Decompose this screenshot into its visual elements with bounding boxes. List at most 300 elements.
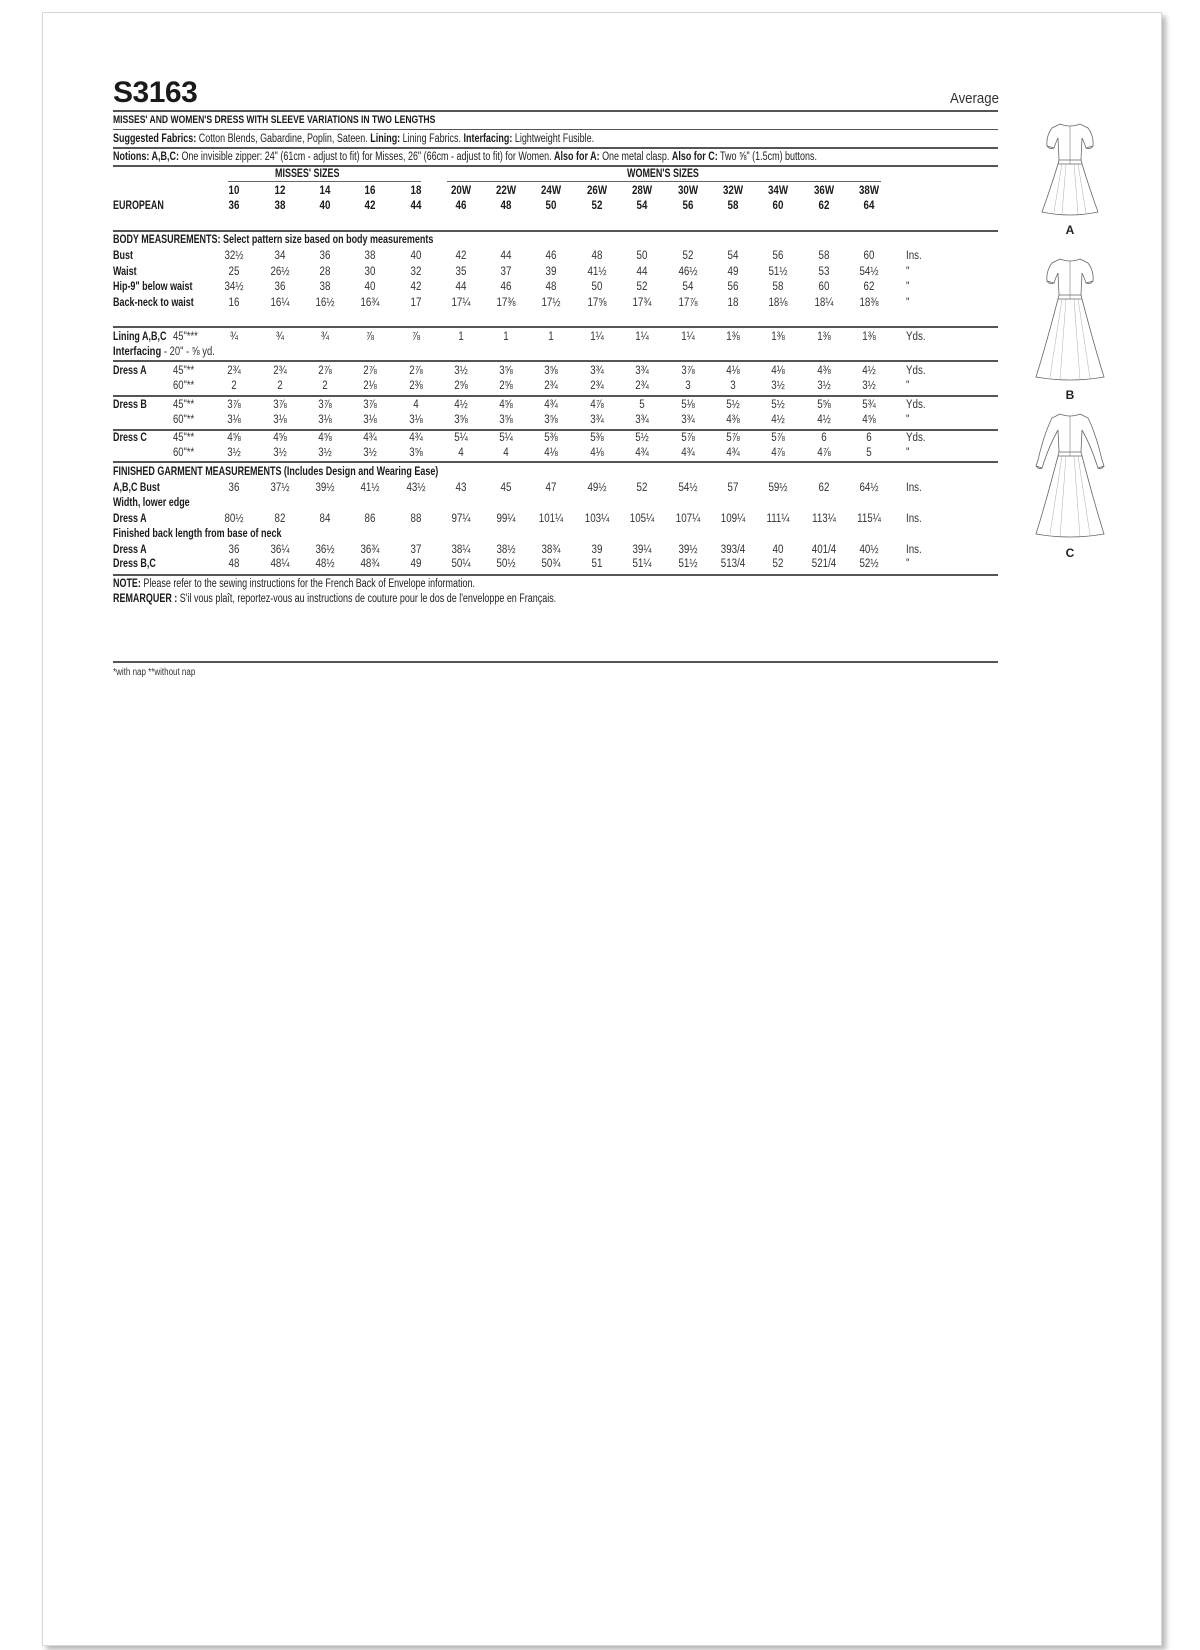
- table-cell: 3¾: [590, 365, 604, 377]
- table-cell: 17⅝: [587, 296, 607, 309]
- divider: [113, 165, 998, 167]
- table-cell: 39: [591, 544, 603, 556]
- table-cell: 3½: [227, 446, 241, 459]
- table-cell: 32½: [224, 250, 244, 262]
- table-cell: ¾: [229, 331, 239, 343]
- table-cell: 38½: [496, 544, 516, 556]
- table-cell: 58: [818, 250, 830, 262]
- table-cell: 4⅝: [227, 432, 241, 444]
- table-cell: 5½: [635, 432, 649, 444]
- unit-label: ": [906, 265, 910, 278]
- table-cell: 20W: [450, 185, 472, 197]
- table-cell: 3¾: [635, 365, 649, 377]
- table-cell: 36¼: [270, 544, 290, 556]
- table-cell: ⅞: [411, 331, 421, 343]
- table-cell: 30W: [677, 185, 699, 197]
- remarque-label: REMARQUER :: [113, 593, 178, 605]
- table-cell: 18¼: [814, 296, 834, 309]
- notions-label: Notions: A,B,C:: [113, 151, 179, 163]
- interfacing-row-label: Interfacing: [113, 346, 162, 358]
- table-cell: 3¾: [590, 413, 604, 426]
- table-cell: 2¾: [227, 365, 241, 377]
- table-cell: 2¾: [544, 379, 558, 392]
- table-cell: 3⅛: [363, 413, 377, 426]
- table-cell: 1¼: [635, 331, 649, 343]
- table-cell: 14: [319, 185, 331, 197]
- misses-underline: [228, 181, 421, 182]
- table-cell: 36¾: [360, 544, 380, 556]
- table-cell: 1¼: [681, 331, 695, 343]
- table-cell: 5½: [726, 399, 740, 411]
- view-b-illustration: [1030, 255, 1110, 385]
- table-cell: 49½: [587, 482, 607, 494]
- table-cell: 111¼: [766, 513, 790, 525]
- table-cell: 113¼: [812, 513, 836, 525]
- table-cell: 5⅞: [681, 432, 695, 444]
- table-cell: 17⅞: [678, 296, 698, 309]
- table-cell: 4⅜: [726, 413, 740, 426]
- lining-text: Lining Fabrics.: [400, 133, 464, 145]
- table-cell: 40: [772, 544, 784, 556]
- table-cell: 1¼: [590, 331, 604, 343]
- table-cell: 4: [503, 446, 509, 459]
- table-cell: 17⅜: [496, 296, 516, 309]
- table-cell: 59½: [768, 482, 788, 494]
- table-cell: 48¼: [270, 558, 290, 570]
- table-cell: 57: [727, 482, 739, 494]
- row-label: Waist: [113, 265, 137, 278]
- dress-short-sleeve-midi-icon: [1030, 255, 1110, 385]
- table-cell: 50: [591, 281, 603, 293]
- table-cell: 34: [274, 250, 286, 262]
- table-cell: 48½: [315, 558, 335, 570]
- table-cell: 2⅛: [363, 379, 377, 392]
- row-label: Hip-9" below waist: [113, 281, 193, 293]
- view-c-label: C: [1065, 546, 1075, 560]
- table-cell: 4⅜: [817, 365, 831, 377]
- table-cell: 2: [231, 379, 237, 392]
- table-cell: 4⅝: [862, 413, 876, 426]
- table-cell: 54½: [859, 265, 879, 278]
- table-cell: 5¾: [862, 399, 876, 411]
- table-cell: 53: [818, 265, 830, 278]
- table-cell: 101¼: [538, 513, 564, 525]
- table-cell: 3½: [771, 379, 785, 392]
- unit-label: Yds.: [906, 399, 926, 411]
- table-cell: 48: [228, 558, 240, 570]
- table-cell: 32: [410, 265, 422, 278]
- table-cell: 1⅜: [817, 331, 831, 343]
- also-c-label: Also for C:: [671, 151, 718, 163]
- table-cell: 3⅝: [409, 446, 423, 459]
- table-cell: 5⅛: [681, 399, 695, 411]
- unit-label: Ins.: [906, 482, 922, 494]
- table-cell: 56: [772, 250, 784, 262]
- table-cell: ¾: [275, 331, 285, 343]
- table-cell: 36: [319, 250, 331, 262]
- table-cell: 3⅞: [318, 399, 332, 411]
- table-cell: 84: [319, 513, 331, 525]
- dress-short-sleeve-knee-icon: [1030, 120, 1110, 220]
- table-cell: 401/4: [811, 544, 837, 556]
- table-cell: 32W: [722, 185, 744, 197]
- table-cell: 12: [274, 185, 286, 197]
- divider: [113, 230, 998, 232]
- interfacing-row-text: - 20" - ⅝ yd.: [161, 346, 215, 358]
- table-cell: 49: [410, 558, 422, 570]
- table-cell: 3¾: [681, 413, 695, 426]
- table-cell: 3½: [363, 446, 377, 459]
- table-cell: 41½: [587, 265, 607, 278]
- remarque: [113, 592, 556, 606]
- unit-label: Ins.: [906, 250, 922, 262]
- table-cell: 3⅞: [273, 399, 287, 411]
- divider: [113, 147, 998, 149]
- table-cell: 39½: [315, 482, 335, 494]
- table-cell: 30: [364, 265, 376, 278]
- unit-label: Yds.: [906, 331, 926, 343]
- unit-label: ": [906, 413, 910, 426]
- table-cell: 4: [458, 446, 464, 459]
- section-subheading: Finished back length from base of neck: [113, 528, 282, 540]
- divider: [113, 110, 998, 112]
- table-cell: 36: [228, 482, 240, 494]
- table-cell: 17½: [541, 296, 561, 309]
- table-cell: 5⅞: [726, 432, 740, 444]
- table-cell: 3⅞: [363, 399, 377, 411]
- table-cell: 2⅞: [318, 365, 332, 377]
- table-cell: 80½: [224, 513, 244, 525]
- table-cell: 62: [863, 281, 875, 293]
- table-cell: 2: [322, 379, 328, 392]
- body-measurements-heading: BODY MEASUREMENTS: Select pattern size based on body measurements: [113, 234, 434, 246]
- table-cell: 2¾: [273, 365, 287, 377]
- table-cell: 3: [685, 379, 691, 392]
- note-label: NOTE:: [113, 578, 141, 590]
- table-cell: 28: [319, 265, 331, 278]
- table-cell: 103¼: [584, 513, 610, 525]
- table-cell: 60: [818, 281, 830, 293]
- fabric-width: 45"**: [173, 399, 195, 411]
- table-cell: ¾: [320, 331, 330, 343]
- section-subheading: Width, lower edge: [113, 497, 190, 509]
- fabric-width: 60"**: [173, 446, 195, 459]
- table-cell: 4⅞: [590, 399, 604, 411]
- table-cell: 3: [730, 379, 736, 392]
- table-cell: 5½: [771, 399, 785, 411]
- table-cell: 56: [682, 200, 694, 212]
- table-cell: 3½: [862, 379, 876, 392]
- table-cell: 97¼: [451, 513, 471, 525]
- table-cell: 38W: [858, 185, 880, 197]
- table-cell: 2⅞: [409, 365, 423, 377]
- lining-label: Lining:: [370, 133, 401, 145]
- table-cell: 38¾: [541, 544, 561, 556]
- table-cell: 52: [636, 482, 648, 494]
- unit-label: ": [906, 296, 910, 309]
- fabric-width: 60"**: [173, 413, 195, 426]
- also-a-text: One metal clasp.: [599, 151, 672, 163]
- table-cell: 35: [455, 265, 467, 278]
- view-a-illustration: [1030, 120, 1110, 220]
- table-cell: 3⅝: [544, 365, 558, 377]
- table-cell: 3⅝: [499, 365, 513, 377]
- misses-sizes-heading: MISSES' SIZES: [275, 168, 340, 180]
- suggested-fabrics: [113, 132, 594, 146]
- row-label: Lining A,B,C: [113, 331, 167, 343]
- table-cell: 4¾: [409, 432, 423, 444]
- footnote-divider: [113, 661, 998, 663]
- table-cell: 2⅝: [454, 379, 468, 392]
- table-cell: 39¼: [632, 544, 652, 556]
- table-cell: 3⅞: [681, 365, 695, 377]
- table-cell: 36W: [813, 185, 835, 197]
- table-cell: 38: [274, 200, 286, 212]
- notions: [113, 150, 817, 164]
- table-cell: 4¾: [363, 432, 377, 444]
- table-cell: 40: [319, 200, 331, 212]
- table-cell: ⅞: [365, 331, 375, 343]
- table-cell: 16¼: [270, 296, 290, 309]
- table-cell: 50½: [496, 558, 516, 570]
- table-cell: 37: [500, 265, 512, 278]
- fabrics-label: Suggested Fabrics:: [113, 133, 197, 145]
- table-cell: 4¾: [726, 446, 740, 459]
- table-cell: 62: [818, 482, 830, 494]
- table-cell: 48: [500, 200, 512, 212]
- table-cell: 17¾: [632, 296, 652, 309]
- unit-label: Ins.: [906, 513, 922, 525]
- row-label: Dress A: [113, 544, 147, 556]
- table-cell: 64½: [859, 482, 879, 494]
- table-cell: 3⅝: [454, 413, 468, 426]
- interfacing-text: Lightweight Fusible.: [512, 133, 595, 145]
- table-cell: 4⅝: [499, 399, 513, 411]
- table-cell: 18: [727, 296, 739, 309]
- table-cell: 54: [682, 281, 694, 293]
- fabric-width: 45"***: [173, 331, 198, 343]
- table-cell: 48: [545, 281, 557, 293]
- table-cell: 50¾: [541, 558, 561, 570]
- table-cell: 5⅝: [817, 399, 831, 411]
- view-c-illustration: [1028, 410, 1112, 542]
- view-b-label: B: [1065, 388, 1075, 402]
- footnote: *with nap **without nap: [113, 667, 196, 678]
- table-cell: 4½: [817, 413, 831, 426]
- table-cell: 6: [821, 432, 827, 444]
- row-label: Dress B,C: [113, 558, 156, 570]
- table-cell: 45: [500, 482, 512, 494]
- table-cell: 4⅞: [817, 446, 831, 459]
- table-cell: 5¼: [499, 432, 513, 444]
- table-cell: 40½: [859, 544, 879, 556]
- table-cell: 3½: [454, 365, 468, 377]
- table-cell: 43: [455, 482, 467, 494]
- row-label: A,B,C Bust: [113, 482, 160, 494]
- unit-label: ": [906, 446, 910, 459]
- table-cell: 5¼: [454, 432, 468, 444]
- interfacing-label: Interfacing:: [463, 133, 513, 145]
- interfacing-row: [113, 345, 215, 359]
- table-cell: 4½: [454, 399, 468, 411]
- also-a-label: Also for A:: [554, 151, 600, 163]
- table-cell: 16½: [315, 296, 335, 309]
- table-cell: 3⅛: [318, 413, 332, 426]
- row-label: Dress A: [113, 513, 147, 525]
- table-cell: 4⅝: [318, 432, 332, 444]
- table-cell: 40: [364, 281, 376, 293]
- table-cell: 115¼: [857, 513, 881, 525]
- table-cell: 36: [228, 544, 240, 556]
- table-cell: 46: [500, 281, 512, 293]
- table-cell: 16: [364, 185, 376, 197]
- table-cell: 48: [591, 250, 603, 262]
- unit-label: ": [906, 558, 910, 570]
- table-cell: 44: [500, 250, 512, 262]
- womens-underline: [447, 181, 881, 182]
- table-cell: 44: [455, 281, 467, 293]
- table-cell: 4⅛: [726, 365, 740, 377]
- table-cell: 54½: [678, 482, 698, 494]
- table-cell: 1⅜: [726, 331, 740, 343]
- table-cell: 6: [866, 432, 872, 444]
- table-cell: 26W: [586, 185, 608, 197]
- table-cell: 3½: [318, 446, 332, 459]
- table-cell: 17¼: [451, 296, 471, 309]
- table-cell: 36: [274, 281, 286, 293]
- table-cell: 18⅛: [768, 296, 788, 309]
- table-cell: 107¼: [675, 513, 701, 525]
- notions-text: One invisible zipper: 24" (61cm - adjust to fit) for Misses, 26" (66cm - adjust to fit) for Women.: [178, 151, 555, 163]
- table-cell: 2⅜: [409, 379, 423, 392]
- table-cell: 37½: [270, 482, 290, 494]
- table-cell: 51½: [768, 265, 788, 278]
- table-cell: 50: [545, 200, 557, 212]
- table-cell: 25: [228, 265, 240, 278]
- table-cell: 58: [727, 200, 739, 212]
- table-cell: 5: [866, 446, 872, 459]
- table-cell: 52: [591, 200, 603, 212]
- pattern-number: S3163: [113, 76, 198, 109]
- table-cell: 1: [548, 331, 554, 343]
- divider: [113, 574, 998, 576]
- table-cell: 4½: [862, 365, 876, 377]
- divider: [113, 360, 998, 362]
- fabric-width: 45"**: [173, 432, 195, 444]
- table-cell: 47: [545, 482, 557, 494]
- table-cell: 34W: [767, 185, 789, 197]
- table-cell: 39: [545, 265, 557, 278]
- table-cell: 50¼: [451, 558, 471, 570]
- table-cell: 109¼: [720, 513, 746, 525]
- table-cell: 52: [682, 250, 694, 262]
- table-cell: 4¾: [681, 446, 695, 459]
- finished-heading: FINISHED GARMENT MEASUREMENTS (Includes Design and Wearing Ease): [113, 466, 439, 478]
- table-cell: 5: [639, 399, 645, 411]
- table-cell: 36: [228, 200, 240, 212]
- table-cell: 42: [410, 281, 422, 293]
- row-label: Dress B: [113, 399, 147, 411]
- row-label: Bust: [113, 250, 133, 262]
- table-cell: 56: [727, 281, 739, 293]
- fabrics-text: Cotton Blends, Gabardine, Poplin, Sateen.: [196, 133, 371, 145]
- table-cell: 62: [818, 200, 830, 212]
- table-cell: 16¾: [360, 296, 380, 309]
- table-cell: 2¾: [590, 379, 604, 392]
- table-cell: 393/4: [720, 544, 746, 556]
- table-cell: 24W: [540, 185, 562, 197]
- table-cell: 88: [410, 513, 422, 525]
- table-cell: 3¾: [635, 413, 649, 426]
- european-label: EUROPEAN: [113, 200, 164, 212]
- table-cell: 99¼: [496, 513, 516, 525]
- table-cell: 1: [458, 331, 464, 343]
- subtitle: MISSES' AND WOMEN'S DRESS WITH SLEEVE VARIATIONS IN TWO LENGTHS: [113, 114, 436, 126]
- table-cell: 4⅛: [771, 365, 785, 377]
- table-cell: 86: [364, 513, 376, 525]
- table-cell: 1⅜: [862, 331, 876, 343]
- table-cell: 3⅛: [227, 413, 241, 426]
- also-c-text: Two ⅝" (1.5cm) buttons.: [717, 151, 817, 163]
- table-cell: 28W: [631, 185, 653, 197]
- table-cell: 4: [413, 399, 419, 411]
- table-cell: 34½: [224, 281, 244, 293]
- row-label: Dress A: [113, 365, 147, 377]
- unit-label: Ins.: [906, 544, 922, 556]
- table-cell: 46: [545, 250, 557, 262]
- table-cell: 3⅞: [227, 399, 241, 411]
- table-cell: 3½: [273, 446, 287, 459]
- unit-label: Yds.: [906, 432, 926, 444]
- unit-label: Yds.: [906, 365, 926, 377]
- table-cell: 49: [727, 265, 739, 278]
- table-cell: 18: [410, 185, 422, 197]
- table-cell: 105¼: [629, 513, 655, 525]
- table-cell: 54: [636, 200, 648, 212]
- table-cell: 43½: [406, 482, 426, 494]
- row-label: Dress C: [113, 432, 147, 444]
- table-cell: 10: [228, 185, 240, 197]
- table-cell: 51: [591, 558, 603, 570]
- divider: [113, 461, 998, 463]
- table-cell: 3⅝: [499, 413, 513, 426]
- table-cell: 3⅝: [544, 413, 558, 426]
- table-cell: 5⅞: [771, 432, 785, 444]
- table-cell: 46: [455, 200, 467, 212]
- table-cell: 1⅜: [771, 331, 785, 343]
- table-cell: 36½: [315, 544, 335, 556]
- table-cell: 44: [636, 265, 648, 278]
- womens-sizes-heading: WOMEN'S SIZES: [627, 168, 699, 180]
- table-cell: 38: [319, 281, 331, 293]
- remarque-text: S'il vous plaît, reportez-vous au instructions de couture pour le dos de l'enveloppe en Français.: [177, 593, 557, 605]
- table-cell: 52: [636, 281, 648, 293]
- table-cell: 5⅜: [544, 432, 558, 444]
- row-label: Back-neck to waist: [113, 296, 194, 309]
- table-cell: 41½: [360, 482, 380, 494]
- note: [113, 577, 475, 591]
- table-cell: 51¼: [632, 558, 652, 570]
- dress-long-sleeve-midi-icon: [1028, 410, 1112, 542]
- view-a-label: A: [1065, 223, 1075, 237]
- table-cell: 42: [364, 200, 376, 212]
- divider: [113, 326, 998, 328]
- table-cell: 4¾: [635, 446, 649, 459]
- divider: [113, 395, 998, 397]
- table-cell: 42: [455, 250, 467, 262]
- table-cell: 521/4: [811, 558, 837, 570]
- table-cell: 4⅛: [544, 446, 558, 459]
